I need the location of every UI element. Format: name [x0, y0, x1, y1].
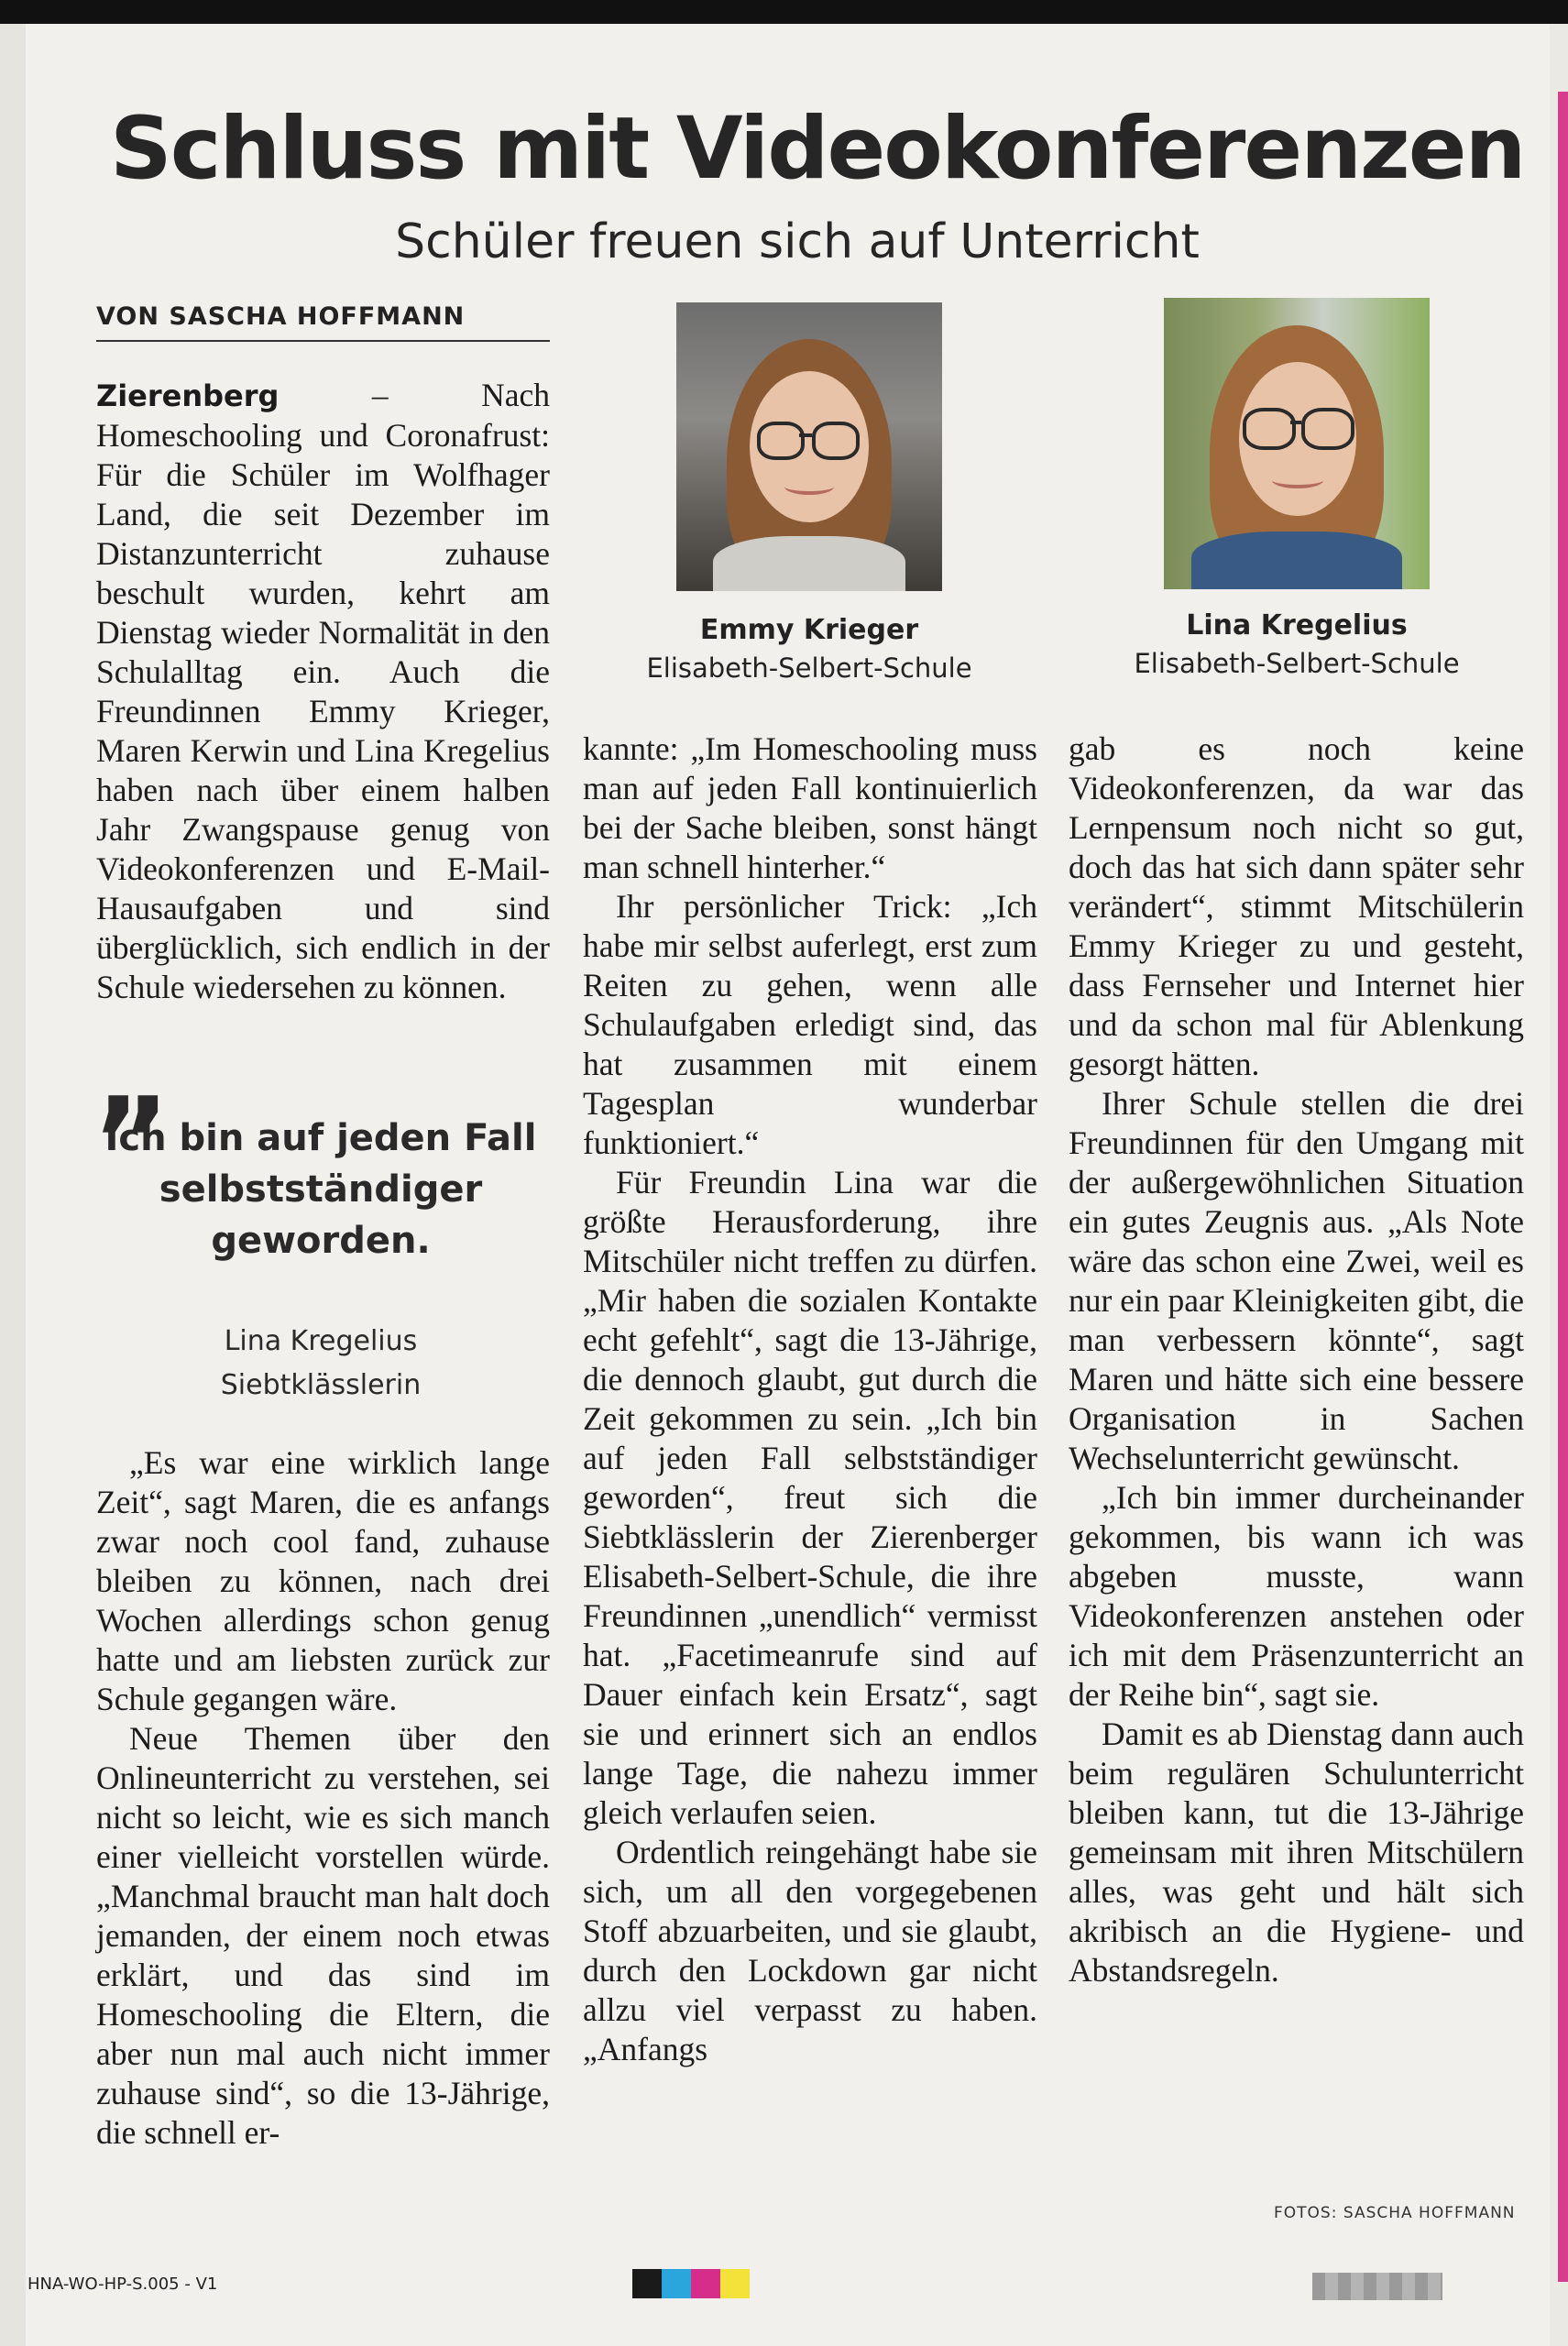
swatch-cyan — [662, 2269, 691, 2298]
pullquote-author-role: Siebtklässlerin — [220, 1369, 422, 1401]
scan-top-edge — [0, 0, 1568, 24]
gray-registration-bar — [1312, 2273, 1442, 2300]
byline: VON SASCHA HOFFMANN — [96, 302, 550, 342]
article-column-1 — [96, 376, 550, 1007]
photo-caption-name: Emmy Krieger — [699, 614, 919, 646]
photo-caption-school: Elisabeth-Selbert-Schule — [1134, 648, 1460, 679]
photo-lina-kregelius — [1164, 298, 1430, 589]
swatch-black — [632, 2269, 662, 2298]
scan-left-margin — [0, 24, 26, 2346]
photo-caption-school: Elisabeth-Selbert-Schule — [646, 652, 972, 684]
lead-paragraph — [96, 376, 550, 1007]
dateline: Zierenberg — [96, 378, 280, 413]
paragraph: Neue Themen über den Onlineunterricht zu verstehen, sei nicht so leicht, wie es sich manch einer vielleicht vorstellen würde. „Manchmal braucht man halt doch jemanden, der einem noch etwas erklärt, und das sind im Homeschooling die Eltern, die aber nun mal auch nicht immer zuhause sind“, so die 13-Jährige, die schnell er- — [96, 1720, 550, 2151]
photo-credit: FOTOS: SASCHA HOFFMANN — [1274, 2204, 1516, 2222]
article-column-2 — [583, 729, 1037, 2069]
paragraph: Damit es ab Dienstag dann auch beim regulären Schulunterricht bleiben kann, tut die 13-Jährige gemeinsam mit ihren Mitschülern alles, was geht und hält sich akribisch an die Hygiene- und Abstandsregeln. — [1069, 1716, 1524, 1989]
paragraph: Ihrer Schule stellen die drei Freundinnen für den Umgang mit der außergewöhnlichen Situation ein gutes Zeugnis aus. „Als Note wäre das schon eine Zwei, weil es nur ein paar Kleinigkeiten gibt, die man verbessern könnte“, sagt Maren und hätte sich eine bessere Organisation in Sachen Wechselunterricht gewünscht. — [1069, 1085, 1524, 1476]
magenta-edge-strip — [1558, 92, 1568, 2282]
print-code: HNA-WO-HP-S.005 - V1 — [27, 2275, 218, 2294]
paragraph: kannte: „Im Homeschooling muss man auf jeden Fall kontinuierlich bei der Sache bleiben, sonst hängt man schnell hinterher.“ — [583, 730, 1037, 885]
subheadline: Schüler freuen sich auf Unterricht — [395, 214, 1200, 269]
swatch-magenta — [691, 2269, 720, 2298]
photo-emmy-krieger — [676, 302, 942, 591]
article-column-1-continued — [96, 1443, 550, 2153]
pullquote-text: Ich bin auf jeden Fall selbstständiger geworden. — [104, 1117, 537, 1262]
pullquote-author-name: Lina Kregelius — [224, 1325, 418, 1357]
color-registration-swatches — [632, 2269, 750, 2298]
swatch-yellow — [720, 2269, 750, 2298]
headline: Schluss mit Videokonferenzen — [110, 99, 1525, 199]
paragraph: Ordentlich reingehängt habe sie sich, um all den vorgegebenen Stoff abzuarbeiten, und sie glaubt, durch den Lockdown gar nicht allzu viel verpasst zu haben. „Anfangs — [583, 1834, 1037, 2067]
paragraph: Ihr persönlicher Trick: „Ich habe mir selbst auferlegt, erst zum Reiten zu gehen, wenn alle Schulaufgaben erledigt sind, das hat zusammen mit einem Tagesplan wunderbar funktioniert.“ — [583, 888, 1037, 1161]
photo-caption-name: Lina Kregelius — [1186, 609, 1408, 641]
article-column-3 — [1069, 729, 1524, 1990]
paragraph: – Nach Homeschooling und Coronafrust: Für die Schüler im Wolfhager Land, die seit Dezember im Distanzunterricht zuhause beschult wurden, kehrt am Dienstag wieder Normalität in den Schulalltag ein. Auch die Freundinnen Emmy Krieger, Maren Kerwin und Lina Kregelius haben nach über einem halben Jahr Zwangspause genug von Videokonferenzen und E-Mail-Hausaufgaben und sind überglücklich, sich endlich in der Schule wiedersehen zu können. — [96, 377, 550, 1005]
quote-mark-icon: ” — [92, 1071, 170, 1211]
paragraph: gab es noch keine Videokonferenzen, da war das Lernpensum noch nicht so gut, doch das hat sich dann später sehr verändert“, stimmt Mitschülerin Emmy Krieger zu und gesteht, dass Fernseher und Internet hier und da schon mal für Ablenkung gesorgt hätten. — [1069, 730, 1524, 1082]
paragraph: „Es war eine wirklich lange Zeit“, sagt Maren, die es anfangs zwar noch cool fand, zuhause bleiben zu können, nach drei Wochen allerdings schon genug hatte und am liebsten zurück zur Schule gegangen wäre. — [96, 1444, 550, 1717]
pullquote-attribution — [92, 1320, 550, 1408]
paragraph: „Ich bin immer durcheinander gekommen, bis wann ich was abgeben musste, wann Videokonferenzen anstehen oder ich mit dem Präsenzunterricht an der Reihe bin“, sagt sie. — [1069, 1479, 1524, 1713]
paragraph: Für Freundin Lina war die größte Herausforderung, ihre Mitschüler nicht treffen zu dürfen. „Mir haben die sozialen Kontakte echt gefehlt“, sagt die 13-Jährige, die dennoch glaubt, gut durch die Zeit gekommen zu sein. „Ich bin auf jeden Fall selbstständiger geworden“, freut sich die Siebtklässlerin der Zierenberger Elisabeth-Selbert-Schule, die ihre Freundinnen „unendlich“ vermisst hat. „Facetimeanrufe sind auf Dauer einfach kein Ersatz“, sagt sie und erinnert sich an endlos lange Tage, die nahezu immer gleich verlaufen seien. — [583, 1164, 1037, 1831]
